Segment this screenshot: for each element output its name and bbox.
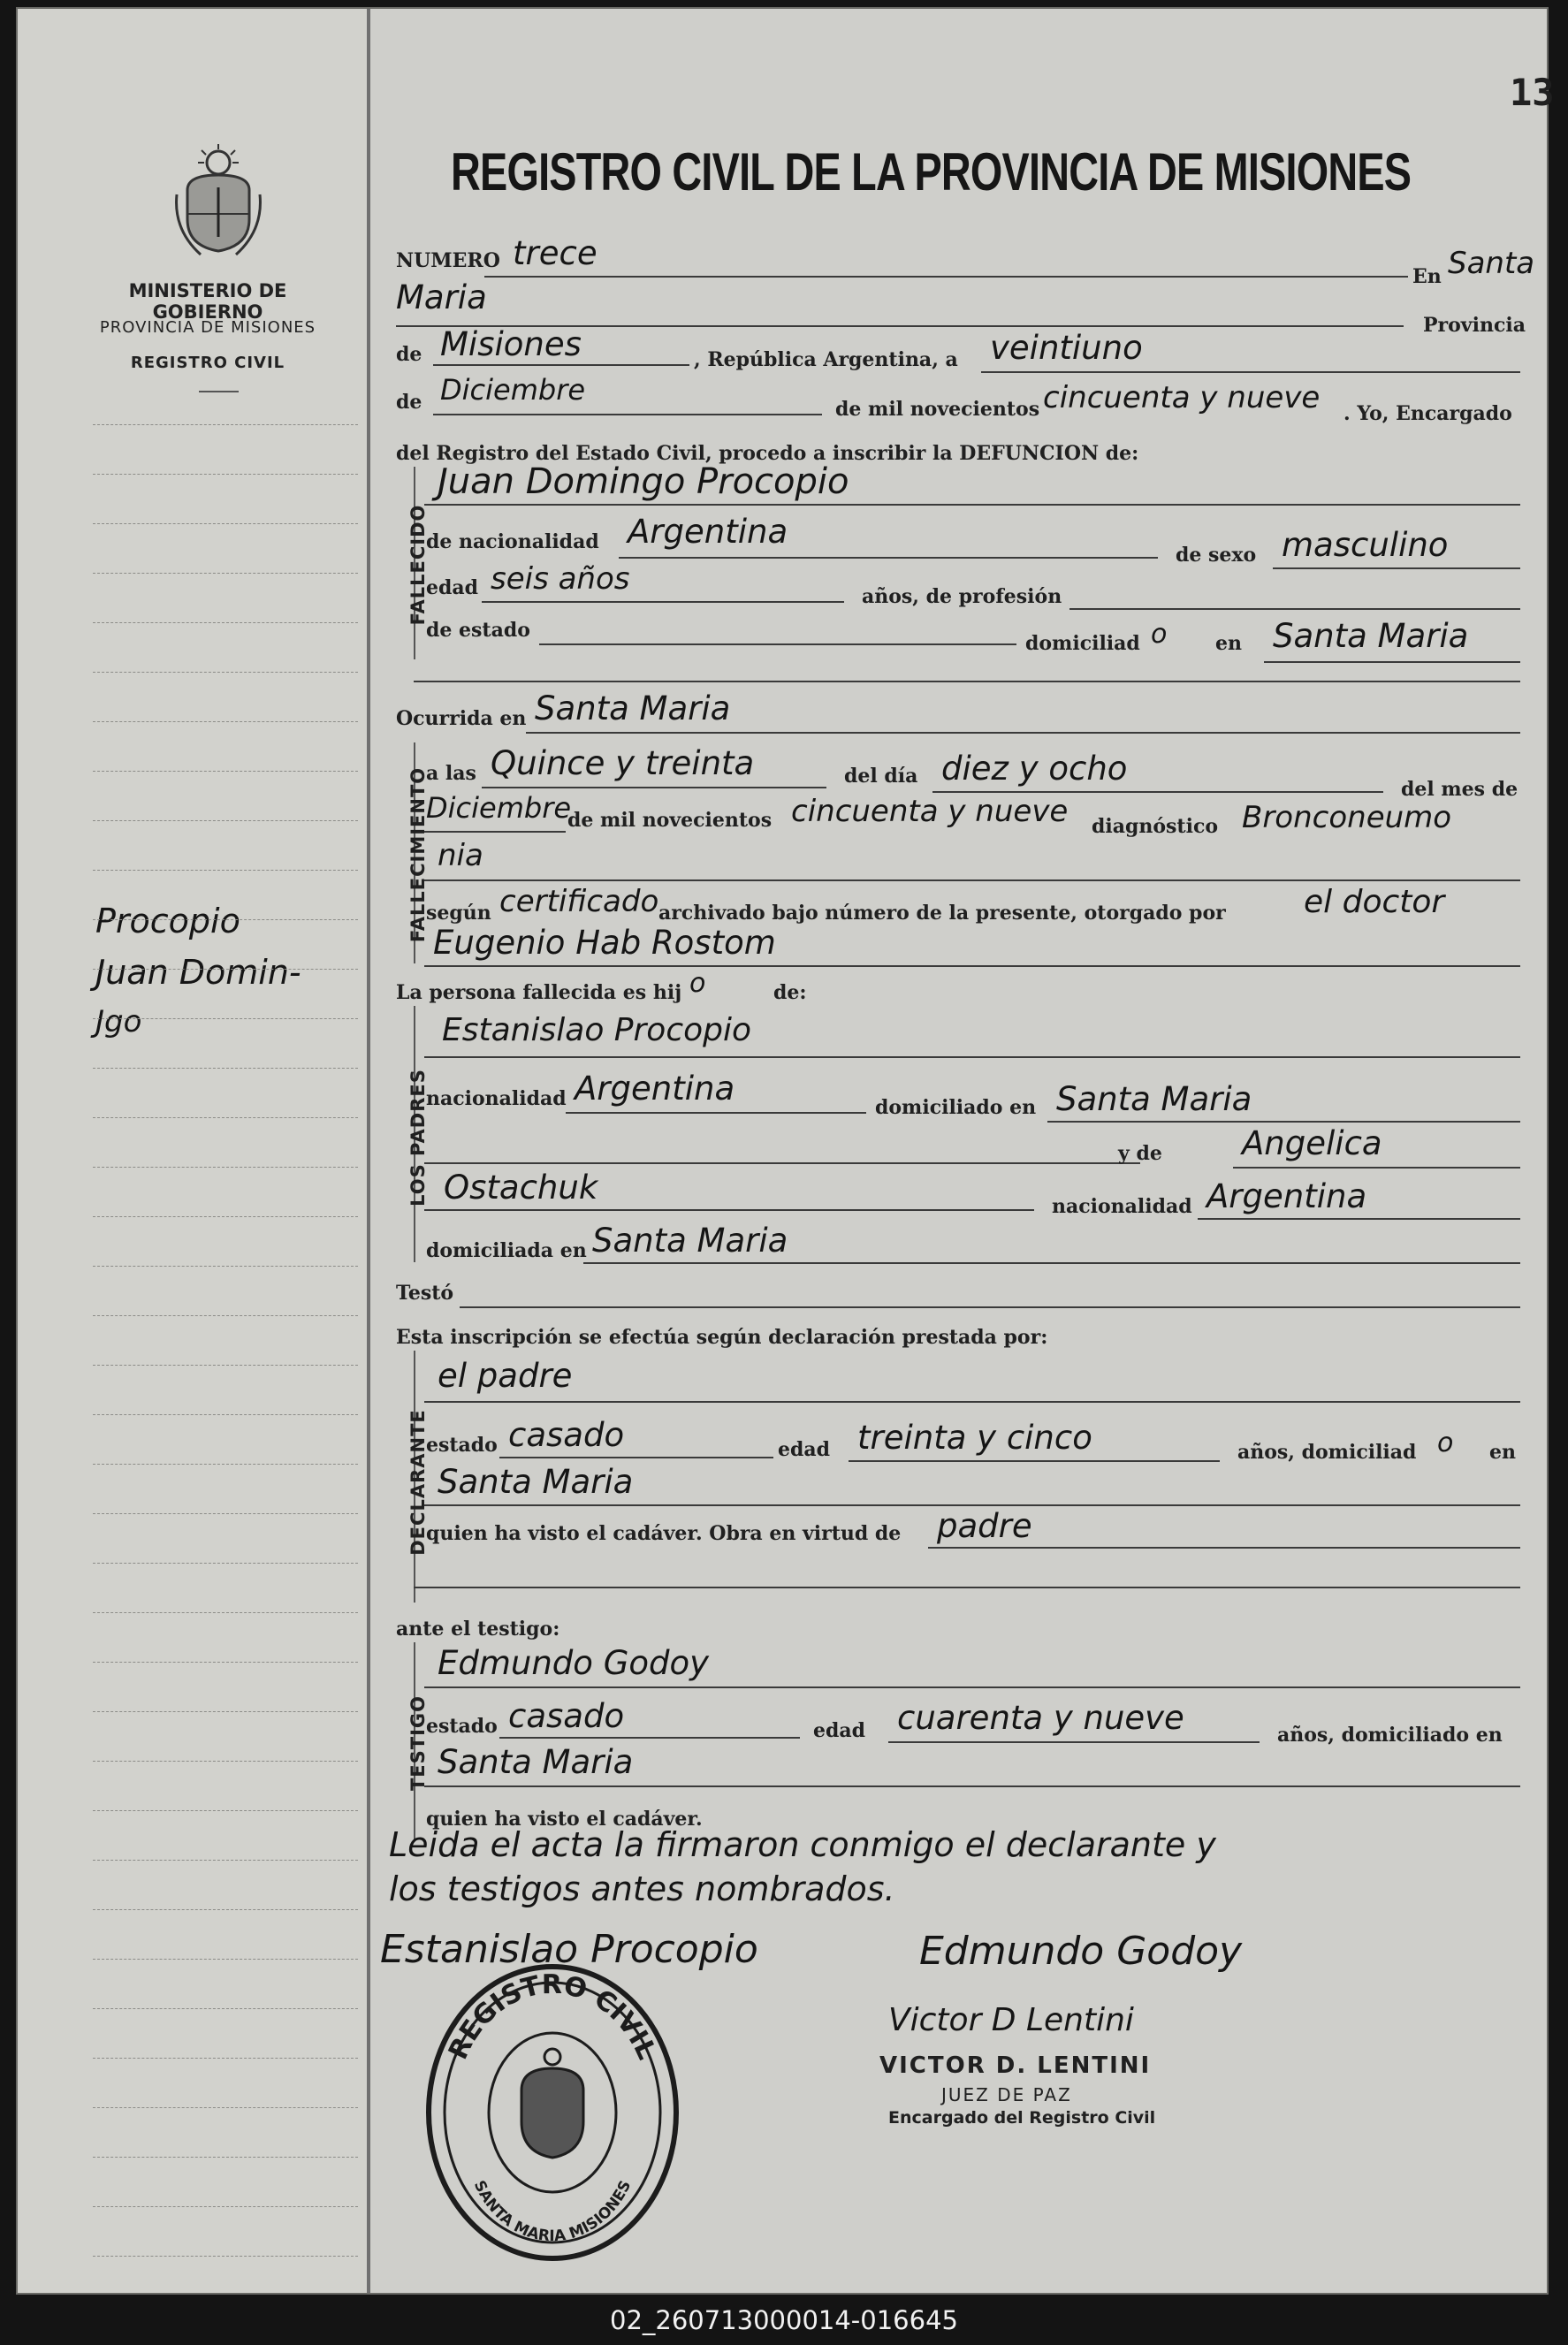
margin-rule [93, 1414, 358, 1415]
label-en-1: en [1215, 632, 1242, 655]
hw-testigo-edad: cuarenta y nueve [897, 1699, 1184, 1737]
line-ocurrida [526, 732, 1520, 734]
margin-rule [93, 2058, 358, 2059]
margin-rule [93, 672, 358, 673]
hw-madre-domicilio: Santa Maria [592, 1222, 788, 1260]
label-del-dia: del día [844, 765, 918, 788]
line-testo [460, 1306, 1520, 1308]
certificate-page [16, 7, 1555, 2295]
line-diagnostico [424, 879, 1520, 881]
line-obra [928, 1547, 1520, 1549]
ministry-divider [199, 391, 239, 392]
hw-sexo: masculino [1282, 526, 1449, 564]
line-domicilio [1264, 661, 1520, 663]
label-de-1: de [396, 343, 422, 366]
signature-testigo: Edmundo Godoy [919, 1929, 1243, 1974]
line-declarante-edad [849, 1460, 1220, 1462]
label-en-decl: en [1489, 1441, 1516, 1464]
label-domiciliado-en: domiciliado en [875, 1096, 1037, 1119]
line-madre-apellido [424, 1209, 1034, 1211]
page-title: REGISTRO CIVIL DE LA PROVINCIA DE MISIONES [451, 142, 1412, 202]
label-archivado: archivado bajo número de la presente, otorgado por [658, 902, 1226, 925]
ministry-province: PROVINCIA DE MISIONES [99, 318, 316, 337]
margin-note-surname: Procopio [95, 902, 240, 940]
margin-rule [93, 1266, 358, 1267]
hw-diagnostico-1: Bronconeumo [1242, 800, 1452, 835]
margin-rule [93, 622, 358, 623]
margin-rule [93, 474, 358, 475]
line-padre-extra [424, 1162, 1140, 1164]
line-madre-domicilio [583, 1262, 1520, 1264]
margin-rule [93, 721, 358, 722]
hw-hijo: o [689, 968, 706, 999]
label-provincia: Provincia [1423, 314, 1526, 337]
line-declarante [424, 1401, 1520, 1403]
label-yo-encargado: . Yo, Encargado [1343, 402, 1512, 425]
line-dia [981, 371, 1520, 373]
label-anos-profesion: años, de profesión [862, 585, 1062, 608]
document-id: 02_260713000014-016645 [610, 2304, 958, 2335]
line-estado [539, 643, 1016, 645]
hw-anio-fall: cincuenta y nueve [791, 794, 1069, 829]
label-de-estado: de estado [426, 619, 530, 642]
margin-rule [93, 2256, 358, 2257]
label-edad-decl: edad [778, 1438, 831, 1461]
margin-rule [93, 573, 358, 574]
label-a-las: a las [426, 762, 476, 785]
margin-rule [93, 1117, 358, 1118]
hw-mes: Diciembre [440, 373, 586, 407]
label-de-mil: de mil novecientos [835, 398, 1040, 421]
hw-padre-nacionalidad: Argentina [575, 1070, 735, 1108]
label-de-nacionalidad: de nacionalidad [426, 530, 599, 553]
hw-madre-apellido: Ostachuk [444, 1169, 598, 1207]
label-ocurrida-en: Ocurrida en [396, 707, 527, 730]
hw-declarante-domicilio: Santa Maria [438, 1463, 634, 1501]
margin-rule [93, 1315, 358, 1316]
margin-rule [93, 969, 358, 970]
margin-rule [93, 424, 358, 425]
margin-note-given-end: Jgo [95, 1004, 142, 1039]
label-de-mil-2: de mil novecientos [567, 809, 773, 832]
label-anos-domiciliado: años, domiciliado en [1277, 1724, 1503, 1747]
hw-segun: certificado [499, 884, 659, 919]
label-diagnostico: diagnóstico [1092, 815, 1219, 838]
margin-rule [93, 2107, 358, 2108]
line-padre-domicilio [1047, 1121, 1520, 1123]
label-y-de: y de [1118, 1142, 1162, 1165]
label-estado-test: estado [426, 1715, 498, 1738]
hw-medico: Eugenio Hab Rostom [433, 924, 776, 962]
hw-dia: veintiuno [990, 329, 1143, 367]
label-del-mes: del mes de [1401, 778, 1519, 801]
margin-rule [93, 1711, 358, 1712]
hw-testigo-domicilio: Santa Maria [438, 1743, 634, 1781]
section-los-padres: LOS PADRES [407, 1069, 429, 1207]
label-republica: , República Argentina, a [694, 348, 958, 371]
line-testigo [424, 1686, 1520, 1688]
line-dia-fall [932, 791, 1383, 793]
margin-rule [93, 1612, 358, 1613]
hw-otorgado-por: el doctor [1304, 884, 1445, 920]
stamp-bottom-text: SANTA MARIA MISIONES [469, 2177, 636, 2246]
label-nacionalidad-padre: nacionalidad [426, 1087, 567, 1110]
hw-madre-nombre: Angelica [1242, 1124, 1382, 1162]
ministry-name: MINISTERIO DE GOBIERNO [128, 280, 287, 323]
hw-dia-fall: diez y ocho [941, 750, 1128, 788]
label-edad-test: edad [813, 1719, 866, 1742]
hw-testigo-estado: casado [508, 1697, 625, 1735]
margin-rule [93, 1860, 358, 1861]
hw-madre-nacionalidad: Argentina [1206, 1177, 1367, 1215]
line-testigo-edad [888, 1741, 1260, 1743]
registro-civil-stamp-icon [420, 1958, 685, 2267]
line-declarante-domicilio [424, 1504, 1520, 1506]
label-anos-domicilia: años, domiciliad [1237, 1441, 1417, 1464]
label-de-colon: de: [773, 981, 807, 1004]
section-fallecido: FALLECIDO [407, 504, 429, 626]
label-segun: según [426, 902, 491, 925]
hw-obra-en-virtud: padre [937, 1507, 1032, 1545]
margin-rule [93, 919, 358, 920]
margin-rule [93, 523, 358, 524]
section-testigo: TESTIGO [407, 1694, 429, 1792]
margin-rule [93, 1018, 358, 1019]
signature-block-name: VICTOR D. LENTINI [879, 2052, 1152, 2079]
label-ante-testigo: ante el testigo: [396, 1618, 560, 1641]
label-nacionalidad-madre: nacionalidad [1052, 1195, 1192, 1218]
line-mes [433, 414, 822, 415]
margin-rule [93, 1909, 358, 1910]
hw-cierre-2: los testigos antes nombrados. [389, 1869, 895, 1908]
label-la-persona: La persona fallecida es hij [396, 981, 682, 1004]
argentina-coat-of-arms-icon [170, 141, 267, 261]
label-domiciliad: domiciliad [1025, 632, 1140, 655]
margin-rule [93, 1959, 358, 1960]
hw-domicilio: Santa Maria [1273, 617, 1469, 655]
hw-declarante-estado: casado [508, 1416, 625, 1454]
line-hora [482, 787, 826, 788]
signature-declarante: Estanislao Procopio [380, 1927, 758, 1972]
hw-ocurrida-en: Santa Maria [535, 689, 731, 727]
line-testigo-domicilio [424, 1785, 1520, 1787]
label-esta-inscripcion: Esta inscripción se efectúa según declaración prestada por: [396, 1326, 1048, 1349]
section-fallecimiento: FALLECIMIENTO [407, 766, 429, 943]
hw-lugar: Maria [396, 278, 487, 316]
hw-hora: Quince y treinta [491, 744, 755, 782]
line-edad [482, 601, 844, 603]
label-de-2: de [396, 391, 422, 414]
margin-rule [93, 1068, 358, 1069]
line-nacionalidad [619, 557, 1158, 559]
margin-rule [93, 2008, 358, 2009]
page-number: 13 [1510, 71, 1555, 114]
margin-rule [93, 1761, 358, 1762]
hw-numero: trece [513, 234, 598, 272]
line-sexo [1273, 567, 1520, 569]
hw-anio: cincuenta y nueve [1043, 380, 1321, 415]
line-provincia [433, 364, 689, 366]
margin-rule [93, 2206, 358, 2207]
margin-column [18, 9, 370, 2293]
hw-cierre-1: Leida el acta la firmaron conmigo el declarante y [389, 1825, 1216, 1864]
hw-declarante-edad: treinta y cinco [857, 1419, 1092, 1457]
margin-rule [93, 820, 358, 821]
line-profesion [1069, 608, 1520, 610]
label-estado-decl: estado [426, 1434, 498, 1457]
signature-block-role: JUEZ DE PAZ [941, 2084, 1072, 2105]
hw-mes-fall: Diciembre [426, 791, 572, 825]
margin-rule [93, 1563, 358, 1564]
signature-juez: Victor D Lentini [888, 2002, 1134, 2038]
hw-diagnostico-2: nia [438, 838, 483, 873]
hw-en: Santa [1448, 246, 1535, 281]
line-testigo-estado [499, 1737, 800, 1739]
section-declarante: DECLARANTE [407, 1409, 429, 1556]
hw-padre: Estanislao Procopio [442, 1012, 752, 1048]
label-quien-ha-visto: quien ha visto el cadáver. [426, 1808, 703, 1831]
label-edad: edad [426, 576, 479, 599]
margin-rule [93, 1216, 358, 1217]
label-en: En [1412, 265, 1442, 288]
line-numero [484, 276, 1408, 278]
line-madre-nombre [1233, 1167, 1520, 1169]
label-quien-obra: quien ha visto el cadáver. Obra en virtud de [426, 1522, 902, 1545]
stamp-top-text: REGISTRO CIVIL [442, 1968, 663, 2065]
hw-padre-domicilio: Santa Maria [1056, 1080, 1252, 1118]
margin-rule [93, 1365, 358, 1366]
label-domiciliada-en: domiciliada en [426, 1239, 587, 1262]
margin-rule [93, 870, 358, 871]
margin-rule [93, 771, 358, 772]
hw-provincia: Misiones [440, 325, 582, 363]
signature-block-office: Encargado del Registro Civil [888, 2108, 1156, 2128]
line-mes-fall [424, 831, 566, 833]
hw-edad: seis años [491, 561, 630, 597]
margin-rule [93, 1662, 358, 1663]
margin-rule [93, 1513, 358, 1514]
margin-rule [93, 2157, 358, 2158]
line-fallecido-end [414, 681, 1520, 682]
line-declarante-estado [499, 1457, 773, 1458]
label-de-sexo: de sexo [1176, 544, 1257, 567]
hw-declarante: el padre [438, 1357, 573, 1395]
ministry-office: REGISTRO CIVIL [130, 354, 285, 372]
hw-nacionalidad: Argentina [628, 513, 788, 551]
hw-domicilio-o: o [1151, 619, 1168, 650]
hw-nombre: Juan Domingo Procopio [438, 461, 849, 502]
line-padre [424, 1056, 1520, 1058]
line-medico [424, 965, 1520, 967]
margin-rule [93, 1167, 358, 1168]
margin-rule [93, 1810, 358, 1811]
line-padre-nacionalidad [566, 1112, 866, 1114]
label-del-registro: del Registro del Estado Civil, procedo a inscribir la DEFUNCION de: [396, 442, 1139, 465]
line-madre-nacionalidad [1198, 1218, 1520, 1220]
margin-note-given: Juan Domin- [95, 953, 301, 992]
label-numero: NUMERO [396, 249, 500, 272]
margin-rule [93, 1464, 358, 1465]
label-testo: Testó [396, 1282, 454, 1305]
line-nombre [424, 504, 1520, 506]
hw-testigo: Edmundo Godoy [438, 1644, 710, 1682]
line-declarante-end [414, 1587, 1520, 1588]
hw-declarante-domicilio-o: o [1437, 1428, 1454, 1458]
